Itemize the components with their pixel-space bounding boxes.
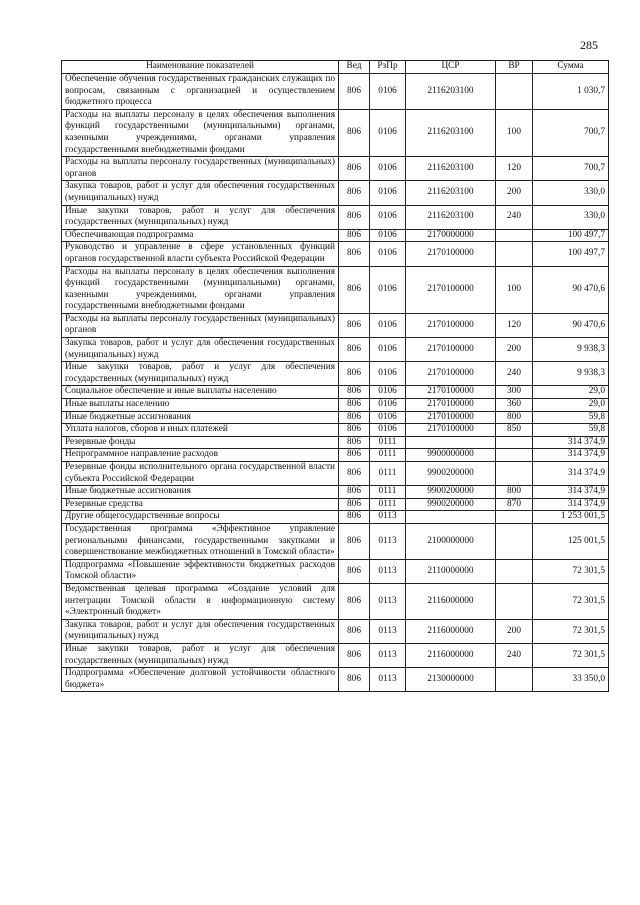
cell-sum: 330,0 xyxy=(533,181,609,205)
cell-sum: 29,0 xyxy=(533,399,609,412)
cell-ved: 806 xyxy=(339,668,370,692)
cell-ved: 806 xyxy=(339,399,370,412)
table-row xyxy=(62,313,609,337)
table-row xyxy=(62,386,609,399)
cell-rzpr: 0106 xyxy=(370,386,406,399)
table-row xyxy=(62,242,609,266)
cell-sum: 314 374,9 xyxy=(533,462,609,486)
cell-csr: 2116203100 xyxy=(406,109,496,156)
cell-name: Иные бюджетные ассигнования xyxy=(62,486,339,499)
cell-vr: 240 xyxy=(496,643,533,667)
cell-sum: 90 470,6 xyxy=(533,266,609,313)
cell-sum: 1 030,7 xyxy=(533,74,609,110)
cell-csr: 2170100000 xyxy=(406,266,496,313)
cell-sum: 29,0 xyxy=(533,386,609,399)
cell-sum: 700,7 xyxy=(533,157,609,181)
cell-rzpr: 0106 xyxy=(370,399,406,412)
cell-vr: 200 xyxy=(496,338,533,362)
cell-vr: 100 xyxy=(496,109,533,156)
cell-vr xyxy=(496,559,533,583)
cell-vr xyxy=(496,74,533,110)
table-header-row xyxy=(62,61,609,74)
cell-csr: 9900000000 xyxy=(406,449,496,462)
table-row xyxy=(62,411,609,424)
table-row xyxy=(62,559,609,583)
cell-vr: 240 xyxy=(496,362,533,386)
cell-sum: 314 374,9 xyxy=(533,486,609,499)
cell-vr: 870 xyxy=(496,498,533,511)
cell-ved: 806 xyxy=(339,74,370,110)
cell-rzpr: 0113 xyxy=(370,523,406,559)
cell-rzpr: 0106 xyxy=(370,205,406,229)
cell-name: Иные закупки товаров, работ и услуг для обеспечения государственных (муниципальных) нужд xyxy=(62,362,339,386)
cell-sum: 314 374,9 xyxy=(533,436,609,449)
cell-csr: 2170100000 xyxy=(406,386,496,399)
cell-csr: 2170100000 xyxy=(406,411,496,424)
cell-sum: 90 470,6 xyxy=(533,313,609,337)
cell-vr: 850 xyxy=(496,424,533,437)
cell-name: Уплата налогов, сборов и иных платежей xyxy=(62,424,339,437)
cell-rzpr: 0106 xyxy=(370,338,406,362)
cell-rzpr: 0113 xyxy=(370,643,406,667)
table-row xyxy=(62,523,609,559)
cell-name: Другие общегосударственные вопросы xyxy=(62,511,339,524)
cell-name: Ведомственная целевая программа «Создание условий для интеграции Томской области в информационную систему «Электронный бюджет» xyxy=(62,583,339,619)
cell-name: Иные закупки товаров, работ и услуг для обеспечения государственных (муниципальных) нужд xyxy=(62,205,339,229)
cell-ved: 806 xyxy=(339,462,370,486)
cell-vr xyxy=(496,523,533,559)
cell-csr: 2116203100 xyxy=(406,157,496,181)
cell-csr: 2170100000 xyxy=(406,424,496,437)
cell-sum: 1 253 001,5 xyxy=(533,511,609,524)
cell-name: Руководство и управление в сфере установленных функций органов государственной власти субъекта Российской Федерации xyxy=(62,242,339,266)
cell-vr: 360 xyxy=(496,399,533,412)
cell-vr xyxy=(496,668,533,692)
table-row xyxy=(62,181,609,205)
cell-rzpr: 0111 xyxy=(370,462,406,486)
cell-vr xyxy=(496,583,533,619)
cell-ved: 806 xyxy=(339,619,370,643)
cell-name: Государственная программа «Эффективное управление региональными финансами, государственными закупками и совершенствование межбюджетных отношений в Томской области» xyxy=(62,523,339,559)
cell-csr: 9900200000 xyxy=(406,498,496,511)
table-row xyxy=(62,619,609,643)
cell-name: Расходы на выплаты персоналу государственных (муниципальных) органов xyxy=(62,157,339,181)
cell-vr xyxy=(496,511,533,524)
table-row xyxy=(62,205,609,229)
header-name: Наименование показателей xyxy=(62,61,339,74)
cell-csr: 2116203100 xyxy=(406,74,496,110)
cell-name: Социальное обеспечение и иные выплаты населению xyxy=(62,386,339,399)
table-row xyxy=(62,462,609,486)
cell-ved: 806 xyxy=(339,411,370,424)
table-row xyxy=(62,266,609,313)
cell-sum: 72 301,5 xyxy=(533,583,609,619)
cell-vr: 200 xyxy=(496,181,533,205)
cell-rzpr: 0106 xyxy=(370,266,406,313)
cell-ved: 806 xyxy=(339,109,370,156)
cell-rzpr: 0106 xyxy=(370,313,406,337)
cell-csr: 2170100000 xyxy=(406,362,496,386)
cell-vr: 100 xyxy=(496,266,533,313)
table-row xyxy=(62,583,609,619)
table-row xyxy=(62,486,609,499)
cell-rzpr: 0111 xyxy=(370,436,406,449)
cell-rzpr: 0113 xyxy=(370,559,406,583)
table-row xyxy=(62,424,609,437)
cell-csr: 2116000000 xyxy=(406,619,496,643)
cell-sum: 9 938,3 xyxy=(533,362,609,386)
cell-csr: 2170100000 xyxy=(406,242,496,266)
cell-rzpr: 0111 xyxy=(370,449,406,462)
cell-sum: 314 374,9 xyxy=(533,449,609,462)
table-row xyxy=(62,643,609,667)
table-row xyxy=(62,362,609,386)
cell-vr xyxy=(496,462,533,486)
cell-name: Расходы на выплаты персоналу в целях обеспечения выполнения функций государственными (муниципальными) органами, казенными учреждениями, органами управления государственными внебюджетными фондами xyxy=(62,266,339,313)
cell-sum: 59,8 xyxy=(533,424,609,437)
cell-sum: 700,7 xyxy=(533,109,609,156)
cell-ved: 806 xyxy=(339,449,370,462)
cell-vr: 200 xyxy=(496,619,533,643)
header-ved: Вед xyxy=(339,61,370,74)
table-row xyxy=(62,229,609,242)
cell-csr: 9900200000 xyxy=(406,486,496,499)
cell-vr xyxy=(496,436,533,449)
cell-csr: 2116000000 xyxy=(406,643,496,667)
cell-sum: 100 497,7 xyxy=(533,229,609,242)
cell-ved: 806 xyxy=(339,386,370,399)
table-row xyxy=(62,338,609,362)
cell-ved: 806 xyxy=(339,511,370,524)
cell-sum: 72 301,5 xyxy=(533,643,609,667)
cell-rzpr: 0106 xyxy=(370,74,406,110)
cell-rzpr: 0111 xyxy=(370,486,406,499)
cell-ved: 806 xyxy=(339,338,370,362)
cell-sum: 72 301,5 xyxy=(533,619,609,643)
table-row xyxy=(62,74,609,110)
table-row xyxy=(62,498,609,511)
table-row xyxy=(62,668,609,692)
cell-csr: 2116000000 xyxy=(406,583,496,619)
cell-sum: 33 350,0 xyxy=(533,668,609,692)
cell-sum: 125 001,5 xyxy=(533,523,609,559)
page-number: 285 xyxy=(580,38,598,52)
cell-ved: 806 xyxy=(339,583,370,619)
cell-ved: 806 xyxy=(339,181,370,205)
table-row xyxy=(62,109,609,156)
cell-name: Расходы на выплаты персоналу в целях обеспечения выполнения функций государственными (муниципальными) органами, казенными учреждениями, органами управления государственными внебюджетными фондами xyxy=(62,109,339,156)
cell-name: Резервные средства xyxy=(62,498,339,511)
cell-vr xyxy=(496,229,533,242)
cell-name: Непрограммное направление расходов xyxy=(62,449,339,462)
cell-name: Подпрограмма «Обеспечение долговой устойчивости областного бюджета» xyxy=(62,668,339,692)
cell-rzpr: 0113 xyxy=(370,583,406,619)
cell-rzpr: 0106 xyxy=(370,157,406,181)
table-row xyxy=(62,436,609,449)
budget-table xyxy=(61,60,609,692)
cell-vr xyxy=(496,242,533,266)
cell-name: Иные выплаты населению xyxy=(62,399,339,412)
header-vr: ВР xyxy=(496,61,533,74)
cell-sum: 9 938,3 xyxy=(533,338,609,362)
cell-ved: 806 xyxy=(339,242,370,266)
cell-name: Закупка товаров, работ и услуг для обеспечения государственных (муниципальных) нужд xyxy=(62,181,339,205)
header-rzpr: РзПр xyxy=(370,61,406,74)
cell-ved: 806 xyxy=(339,436,370,449)
header-sum: Сумма xyxy=(533,61,609,74)
cell-csr xyxy=(406,436,496,449)
cell-rzpr: 0106 xyxy=(370,181,406,205)
cell-vr: 120 xyxy=(496,313,533,337)
cell-rzpr: 0113 xyxy=(370,668,406,692)
cell-sum: 330,0 xyxy=(533,205,609,229)
cell-ved: 806 xyxy=(339,643,370,667)
cell-rzpr: 0106 xyxy=(370,229,406,242)
cell-name: Закупка товаров, работ и услуг для обеспечения государственных (муниципальных) нужд xyxy=(62,338,339,362)
cell-csr: 9900200000 xyxy=(406,462,496,486)
cell-name: Резервные фонды xyxy=(62,436,339,449)
cell-csr: 2116203100 xyxy=(406,181,496,205)
cell-csr: 2170100000 xyxy=(406,338,496,362)
cell-rzpr: 0106 xyxy=(370,242,406,266)
cell-ved: 806 xyxy=(339,313,370,337)
cell-name: Закупка товаров, работ и услуг для обеспечения государственных (муниципальных) нужд xyxy=(62,619,339,643)
cell-sum: 72 301,5 xyxy=(533,559,609,583)
cell-ved: 806 xyxy=(339,523,370,559)
cell-csr: 2100000000 xyxy=(406,523,496,559)
header-csr: ЦСР xyxy=(406,61,496,74)
cell-rzpr: 0106 xyxy=(370,424,406,437)
cell-vr xyxy=(496,449,533,462)
table-row xyxy=(62,399,609,412)
cell-rzpr: 0113 xyxy=(370,619,406,643)
cell-ved: 806 xyxy=(339,362,370,386)
cell-csr xyxy=(406,511,496,524)
cell-ved: 806 xyxy=(339,205,370,229)
cell-rzpr: 0106 xyxy=(370,411,406,424)
cell-csr: 2110000000 xyxy=(406,559,496,583)
cell-csr: 2116203100 xyxy=(406,205,496,229)
cell-vr: 300 xyxy=(496,386,533,399)
cell-rzpr: 0106 xyxy=(370,109,406,156)
table-row xyxy=(62,511,609,524)
cell-csr: 2170000000 xyxy=(406,229,496,242)
cell-ved: 806 xyxy=(339,424,370,437)
cell-name: Расходы на выплаты персоналу государственных (муниципальных) органов xyxy=(62,313,339,337)
cell-csr: 2130000000 xyxy=(406,668,496,692)
cell-rzpr: 0106 xyxy=(370,362,406,386)
cell-name: Подпрограмма «Повышение эффективности бюджетных расходов Томской области» xyxy=(62,559,339,583)
cell-vr: 800 xyxy=(496,411,533,424)
cell-vr: 240 xyxy=(496,205,533,229)
cell-csr: 2170100000 xyxy=(406,313,496,337)
cell-ved: 806 xyxy=(339,229,370,242)
table-row xyxy=(62,157,609,181)
table-body xyxy=(62,74,609,692)
cell-ved: 806 xyxy=(339,498,370,511)
cell-name: Резервные фонды исполнительного органа государственной власти субъекта Российской Федерации xyxy=(62,462,339,486)
cell-ved: 806 xyxy=(339,266,370,313)
cell-csr: 2170100000 xyxy=(406,399,496,412)
cell-sum: 100 497,7 xyxy=(533,242,609,266)
cell-name: Обеспечивающая подпрограмма xyxy=(62,229,339,242)
cell-name: Иные бюджетные ассигнования xyxy=(62,411,339,424)
cell-sum: 314 374,9 xyxy=(533,498,609,511)
cell-ved: 806 xyxy=(339,486,370,499)
cell-sum: 59,8 xyxy=(533,411,609,424)
cell-rzpr: 0113 xyxy=(370,511,406,524)
cell-vr: 120 xyxy=(496,157,533,181)
table-row xyxy=(62,449,609,462)
cell-name: Обеспечение обучения государственных гражданских служащих по вопросам, связанным с организацией и осуществлением бюджетного процесса xyxy=(62,74,339,110)
cell-vr: 800 xyxy=(496,486,533,499)
cell-ved: 806 xyxy=(339,559,370,583)
cell-rzpr: 0111 xyxy=(370,498,406,511)
cell-ved: 806 xyxy=(339,157,370,181)
cell-name: Иные закупки товаров, работ и услуг для обеспечения государственных (муниципальных) нужд xyxy=(62,643,339,667)
